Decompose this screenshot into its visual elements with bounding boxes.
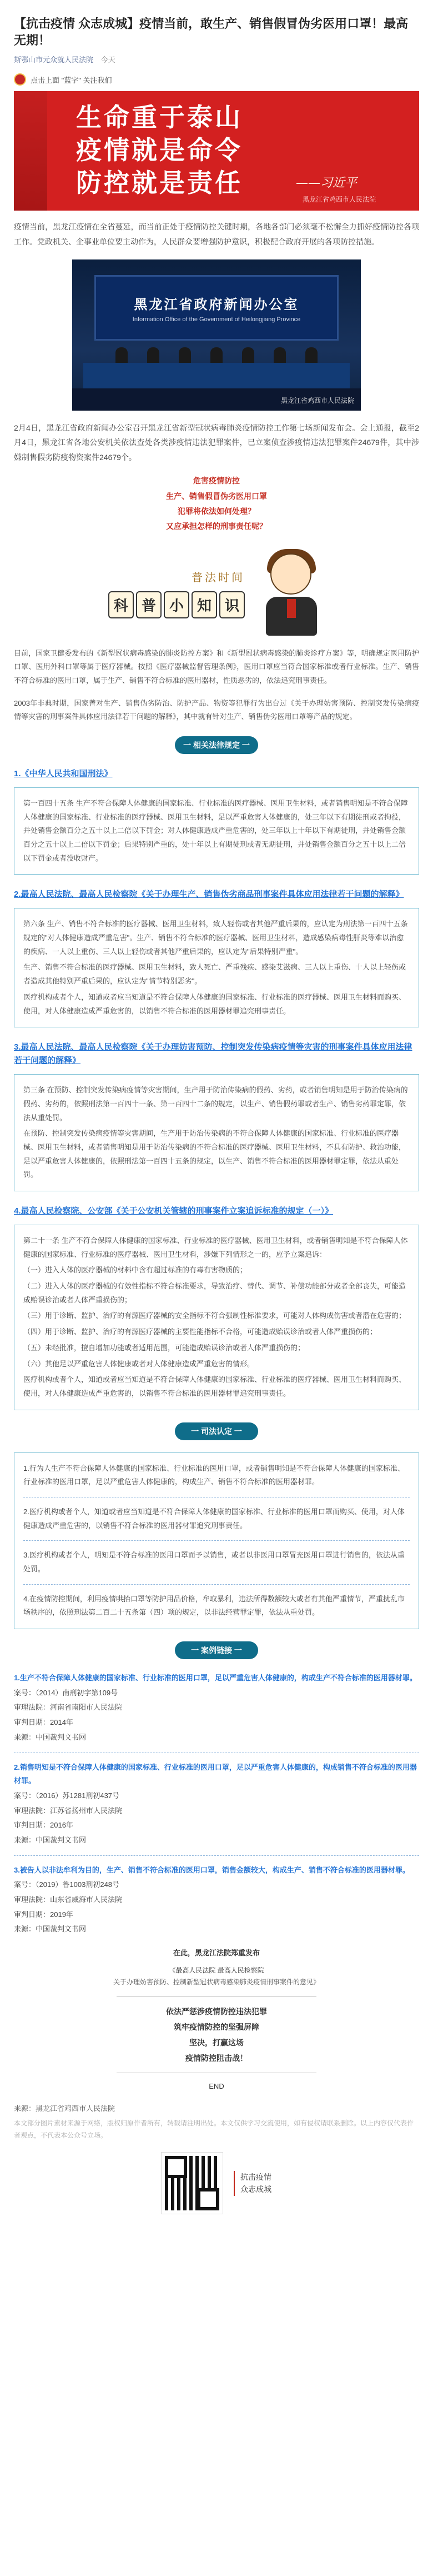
closing-block	[14, 1946, 419, 1960]
knowledge-subtitle: 普法时间	[192, 570, 245, 584]
section-pill-law: 一 相关法律规定 一	[175, 736, 258, 754]
publish-time: 今天	[100, 56, 115, 64]
tip-item: 3.医疗机构或者个人，明知是不符合标准的医用口罩而予以销售，或者以非医用口罩冒充医用口罩进行销售的，依法从重处罚。	[23, 1551, 405, 1574]
backdrop-title-cn: 黑龙江省政府新闻办公室	[134, 297, 299, 312]
law3-body: 第三条 在预防、控制突发传染病疫情等灾害期间，生产用于防治传染病的假药、劣药，或者销售明知是用于防治传染病的假药、劣药的，依照刑法第一百四十一条、第一百四十二条的规定，以生产、销售假药罪或者生产、销售劣药罪定罪，依法从重处罚。	[23, 1086, 408, 1122]
tips-box	[14, 1452, 419, 1630]
article-meta	[14, 54, 419, 64]
law4-body-2: 医疗机构或者个人，知道或者应当知道是不符合保障人体健康的国家标准、行业标准的医疗器械、医用卫生材料而购买、使用，对人体健康造成严重危害的，以销售不符合标准的医用器材罪追究刑事责任。	[23, 1375, 406, 1397]
section-pill-cases: 一 案例链接 一	[175, 1641, 258, 1659]
slogan-line: 筑牢疫情防控的坚强屏障	[174, 2022, 259, 2031]
source-label: 来源：黑龙江省鸡西市人民法院	[14, 2104, 115, 2113]
case-item	[14, 1671, 419, 1744]
law4-body: 第二十一条 生产不符合保障人体健康的国家标准、行业标准的医疗器械、医用卫生材料，或者销售明知是不符合保障人体健康的国家标准、行业标准的医疗器械、医用卫生材料，涉嫌下列情形之一的，应予立案追诉：	[23, 1236, 408, 1259]
account-name-link[interactable]: 斯鄂山市元众就人民法院	[14, 56, 94, 64]
qr-caption	[234, 2171, 271, 2196]
judge-cartoon-icon	[258, 549, 325, 638]
reference-block	[14, 1965, 419, 1989]
law4-item: （三）用于诊断、监护、治疗的有源医疗器械的安全指标不符合强制性标准要求，可能对人体构成伤害或者潜在危害的；	[23, 1311, 406, 1320]
banner-lines	[76, 101, 243, 199]
law2-heading: 2.最高人民法院、最高人民检察院《关于办理生产、销售伪劣商品刑事案件具体应用法律若干问题的解释》	[14, 890, 404, 900]
case-item	[14, 1761, 419, 1848]
banner-line-2: 疫情就是命令	[76, 135, 243, 166]
question-line-4: 又应承担怎样的刑事责任呢？	[166, 522, 267, 531]
law4-item: （五）未经批准，擅自增加功能或者适用范围，可能造成贻误诊治或者人体严重损伤的；	[23, 1343, 305, 1352]
question-block	[14, 473, 419, 534]
slogan-line: 坚决，打赢这场	[189, 2038, 244, 2047]
intro-paragraph: 疫情当前，黑龙江疫情在全省蔓延，而当前正处于疫情防控关键时期，各地各部门必须毫不松懈全力抓好疫情防控各项工作。党政机关、企事业单位要主动作为，人民群众要增强防护意识，积极配合政府开展的各项防控措施。	[14, 222, 419, 246]
qr-caption-line: 抗击疫情	[240, 2172, 271, 2181]
qr-code-icon[interactable]	[162, 2153, 223, 2214]
case-line: 审判日期：2016年	[14, 1821, 73, 1830]
law4-item: （二）进入人体的医疗器械的有效性指标不符合标准要求，导致治疗、替代、调节、补偿功能部分或者全部丧失，可能造成贻误诊治或者人体严重损伤的；	[23, 1282, 406, 1304]
case-title: 2.销售明知是不符合保障人体健康的国家标准、行业标准的医用口罩，足以严重危害人体健康的，构成销售不符合标准的医用器材罪。	[14, 1763, 417, 1785]
disclaimer-text: 本文部分图片素材来源于网络，版权归原作者所有，转载请注明出处。本文仅供学习交流使用，如有侵权请联系删除。以上内容仅代表作者观点，不代表本公众号立场。	[14, 2119, 414, 2139]
case-item	[14, 1864, 419, 1936]
paragraph-press-release: 2月4日，黑龙江省政府新闻办公室召开黑龙江省新型冠状病毒肺炎疫情防控工作第七场新闻发布会。会上通报，截至2月4日，黑龙江省各地公安机关依法查处各类涉疫情违法犯罪案件，已立案侦查涉疫情违法犯罪案件24679件，其中涉嫌制售假劣防疫物资案件24679个。	[14, 423, 419, 462]
law4-heading: 4.最高人民检察院、公安部《关于公安机关管辖的刑事案件立案追诉标准的规定（一）》	[14, 1206, 334, 1216]
law3-heading: 3.最高人民法院、最高人民检察院《关于办理妨害预防、控制突发传染病疫情等灾害的刑事案件具体应用法律若干问题的解释》	[14, 1042, 412, 1066]
law4-item: （一）进入人体的医疗器械的材料中含有超过标准的有毒有害物质的；	[23, 1266, 248, 1275]
section-pill-tips: 一 司法认定 一	[175, 1422, 258, 1440]
paragraph-sars: 2003年非典时期，国家曾对生产、销售伪劣防治、防护产品、物资等犯罪行为出台过《关于办理妨害预防、控制突发传染病疫情等灾害的刑事案件具体应用法律若干问题的解释》，其中就有针对生产、销售伪劣医用口罩等产品的规定。	[14, 698, 419, 721]
slogan-line: 疫情防控阻击战！	[185, 2053, 248, 2063]
banner-source: 黑龙江省鸡西市人民法院	[302, 196, 376, 204]
banner-signature: ——习近平	[295, 176, 357, 191]
question-line-1: 危害疫情防控	[193, 476, 240, 486]
case-line: 审理法院：河南省南阳市人民法院	[14, 1703, 123, 1712]
law2-body: 第六条 生产、销售不符合标准的医疗器械、医用卫生材料，致人轻伤或者其他严重后果的，应认定为刑法第一百四十五条规定的"对人体健康造成严重危害"。生产、销售不符合标准的医疗器械、医用卫生材料，造成感染病毒性肝炎等难以治愈的疾病、一人以上重伤、三人以上轻伤或者其他严重后果的，应认定为"后果特别严重"。	[23, 920, 408, 956]
case-line: 案号：（2016）苏1281刑初437号	[14, 1791, 120, 1800]
banner-line-1: 生命重于泰山	[76, 102, 243, 133]
case-line: 审判日期：2019年	[14, 1910, 73, 1919]
knowledge-char: 识	[219, 591, 245, 618]
law2-body-3: 医疗机构或者个人，知道或者应当知道是不符合保障人体健康的国家标准、行业标准的医疗器械、医用卫生材料而购买、使用，对人体健康造成严重危害的，以销售不符合标准的医用器材罪追究刑事责任。	[23, 992, 406, 1015]
tip-item: 4.在疫情防控期间，利用疫情哄抬口罩等防护用品价格，牟取暴利，违法所得数额较大或者有其他严重情节，严重扰乱市场秩序的，依照刑法第二百二十五条第（四）项的规定，以非法经营罪定罪，依法从重处罚。	[23, 1594, 405, 1617]
law1-heading: 1.《中华人民共和国刑法》	[14, 768, 113, 778]
follow-text: 点击上面 "蓝字" 关注我们	[31, 76, 112, 84]
slogan-block	[117, 1996, 316, 2073]
case-line: 来源：中国裁判文书网	[14, 1733, 87, 1741]
account-avatar-icon	[14, 73, 26, 86]
press-desk	[83, 363, 350, 388]
tip-item: 1.行为人生产不符合保障人体健康的国家标准、行业标准的医用口罩，或者销售明知是不符合保障人体健康的国家标准、行业标准的医用口罩，足以严重危害人体健康的，构成生产、销售不符合标准的医用器材罪。	[23, 1464, 405, 1486]
article-title: 【抗击疫情 众志成城】疫情当前，敢生产、销售假冒伪劣医用口罩！最高无期！	[14, 17, 409, 47]
paragraph-standards: 目前，国家卫健委发布的《新型冠状病毒感染的肺炎防控方案》和《新型冠状病毒感染的肺炎诊疗方案》等，明确规定医用防护口罩、医用外科口罩等属于医疗器械。按照《医疗器械监督管理条例》，医用口罩应当符合国家标准或者行业标准。生产、销售不符合标准的医用口罩，属于生产、销售不符合标准的医用器材，性质恶劣的，依法追究刑事责任。	[14, 648, 419, 685]
backdrop-title-en: Information Office of the Government of Heilongjiang Province	[132, 316, 301, 323]
press-conference-photo	[72, 259, 361, 411]
case-line: 案号：（2019）鲁1003刑初248号	[14, 1880, 120, 1889]
knowledge-char: 普	[136, 591, 162, 618]
speakers-row	[105, 347, 328, 363]
question-line-2: 生产、销售假冒伪劣医用口罩	[166, 491, 267, 501]
qr-caption-line: 众志成城	[240, 2185, 271, 2194]
qr-section	[14, 2153, 419, 2214]
law4-item: （四）用于诊断、监护、治疗的有源医疗器械的主要性能指标不合格，可能造成贻误诊治或者人体严重损伤的；	[23, 1327, 377, 1336]
law3-body-2: 在预防、控制突发传染病疫情等灾害期间，生产用于防治传染病的不符合保障人体健康的国家标准、行业标准的医疗器械、医用卫生材料，或者销售明知是用于防治传染病的不符合标准的医疗器械、医用卫生材料，不具有防护、救治功能，足以严重危害人体健康的，依照刑法第一百四十五条的规定，以生产、销售不符合标准的医用器材罪定罪，依法从重处罚。	[23, 1129, 406, 1179]
divider	[23, 1584, 410, 1585]
knowledge-char: 科	[108, 591, 134, 618]
case-line: 来源：中国裁判文书网	[14, 1835, 87, 1844]
press-backdrop	[94, 275, 339, 341]
reference-body: 关于办理妨害预防、控制新型冠状病毒感染肺炎疫情刑事案件的意见》	[113, 1978, 320, 1986]
reference-head: 《最高人民法院 最高人民检察院	[169, 1966, 264, 1974]
case-line: 来源：中国裁判文书网	[14, 1925, 87, 1934]
law4-box	[14, 1225, 419, 1410]
photo-watermark: 黑龙江省鸡西市人民法院	[280, 396, 354, 405]
divider	[23, 1540, 410, 1541]
tip-item: 2.医疗机构或者个人，知道或者应当知道是不符合保障人体健康的国家标准、行业标准的医用口罩而购买、使用，对人体健康造成严重危害的，以销售不符合标准的医用器材罪追究刑事责任。	[23, 1507, 405, 1530]
case-line: 审理法院：山东省威海市人民法院	[14, 1895, 123, 1904]
case-line: 案号：（2014）南刑初字第109号	[14, 1688, 118, 1697]
follow-prompt[interactable]	[14, 73, 419, 86]
knowledge-chars	[108, 591, 245, 618]
case-title: 1.生产不符合保障人体健康的国家标准、行业标准的医用口罩，足以严重危害人体健康的，构成生产不符合标准的医用器材罪。	[14, 1674, 417, 1683]
law3-box	[14, 1074, 419, 1191]
knowledge-title	[108, 568, 245, 618]
slogan-banner-image	[14, 91, 419, 211]
article-content	[14, 0, 419, 2214]
banner-wall-decoration	[14, 91, 47, 211]
law4-item: （六）其他足以严重危害人体健康或者对人体健康造成严重危害的情形。	[23, 1359, 255, 1368]
question-line-3: 犯罪将依法如何处理？	[178, 506, 255, 516]
law2-box	[14, 908, 419, 1027]
knowledge-char: 知	[192, 591, 217, 618]
closing-line: 在此，黑龙江法院郑重发布	[173, 1949, 260, 1958]
knowledge-char: 小	[164, 591, 189, 618]
case-line: 审理法院：江苏省扬州市人民法院	[14, 1806, 123, 1815]
case-title: 3.被告人以非法牟利为目的，生产、销售不符合标准的医用口罩，销售金额较大，构成生产、销售不符合标准的医用器材罪。	[14, 1865, 410, 1874]
knowledge-header	[14, 549, 419, 638]
law1-body: 第一百四十五条 生产不符合保障人体健康的国家标准、行业标准的医疗器械、医用卫生材料，或者销售明知是不符合保障人体健康的国家标准、行业标准的医疗器械、医用卫生材料，足以严重危害人体健康的，处三年以下有期徒刑或者拘役，并处销售金额百分之五十以上二倍以下罚金；对人体健康造成严重危害的，处三年以上十年以下有期徒刑，并处销售金额百分之五十以上二倍以下罚金；后果特别严重的，处十年以上有期徒刑或者无期徒刑，并处销售金额百分之五十以上二倍以下罚金或者没收财产。	[23, 798, 408, 862]
end-marker: END	[209, 2081, 224, 2090]
case-line: 审判日期：2014年	[14, 1718, 73, 1727]
divider	[14, 1855, 419, 1856]
banner-line-3: 防控就是责任	[76, 168, 243, 198]
slogan-line: 依法严惩涉疫情防控违法犯罪	[166, 2006, 267, 2016]
law2-body-2: 生产、销售不符合标准的医疗器械、医用卫生材料，致人死亡、严重残疾、感染艾滋病、三人以上重伤、十人以上轻伤或者造成其他特别严重后果的，应认定为"情节特别恶劣"。	[23, 963, 406, 986]
law1-box	[14, 787, 419, 875]
